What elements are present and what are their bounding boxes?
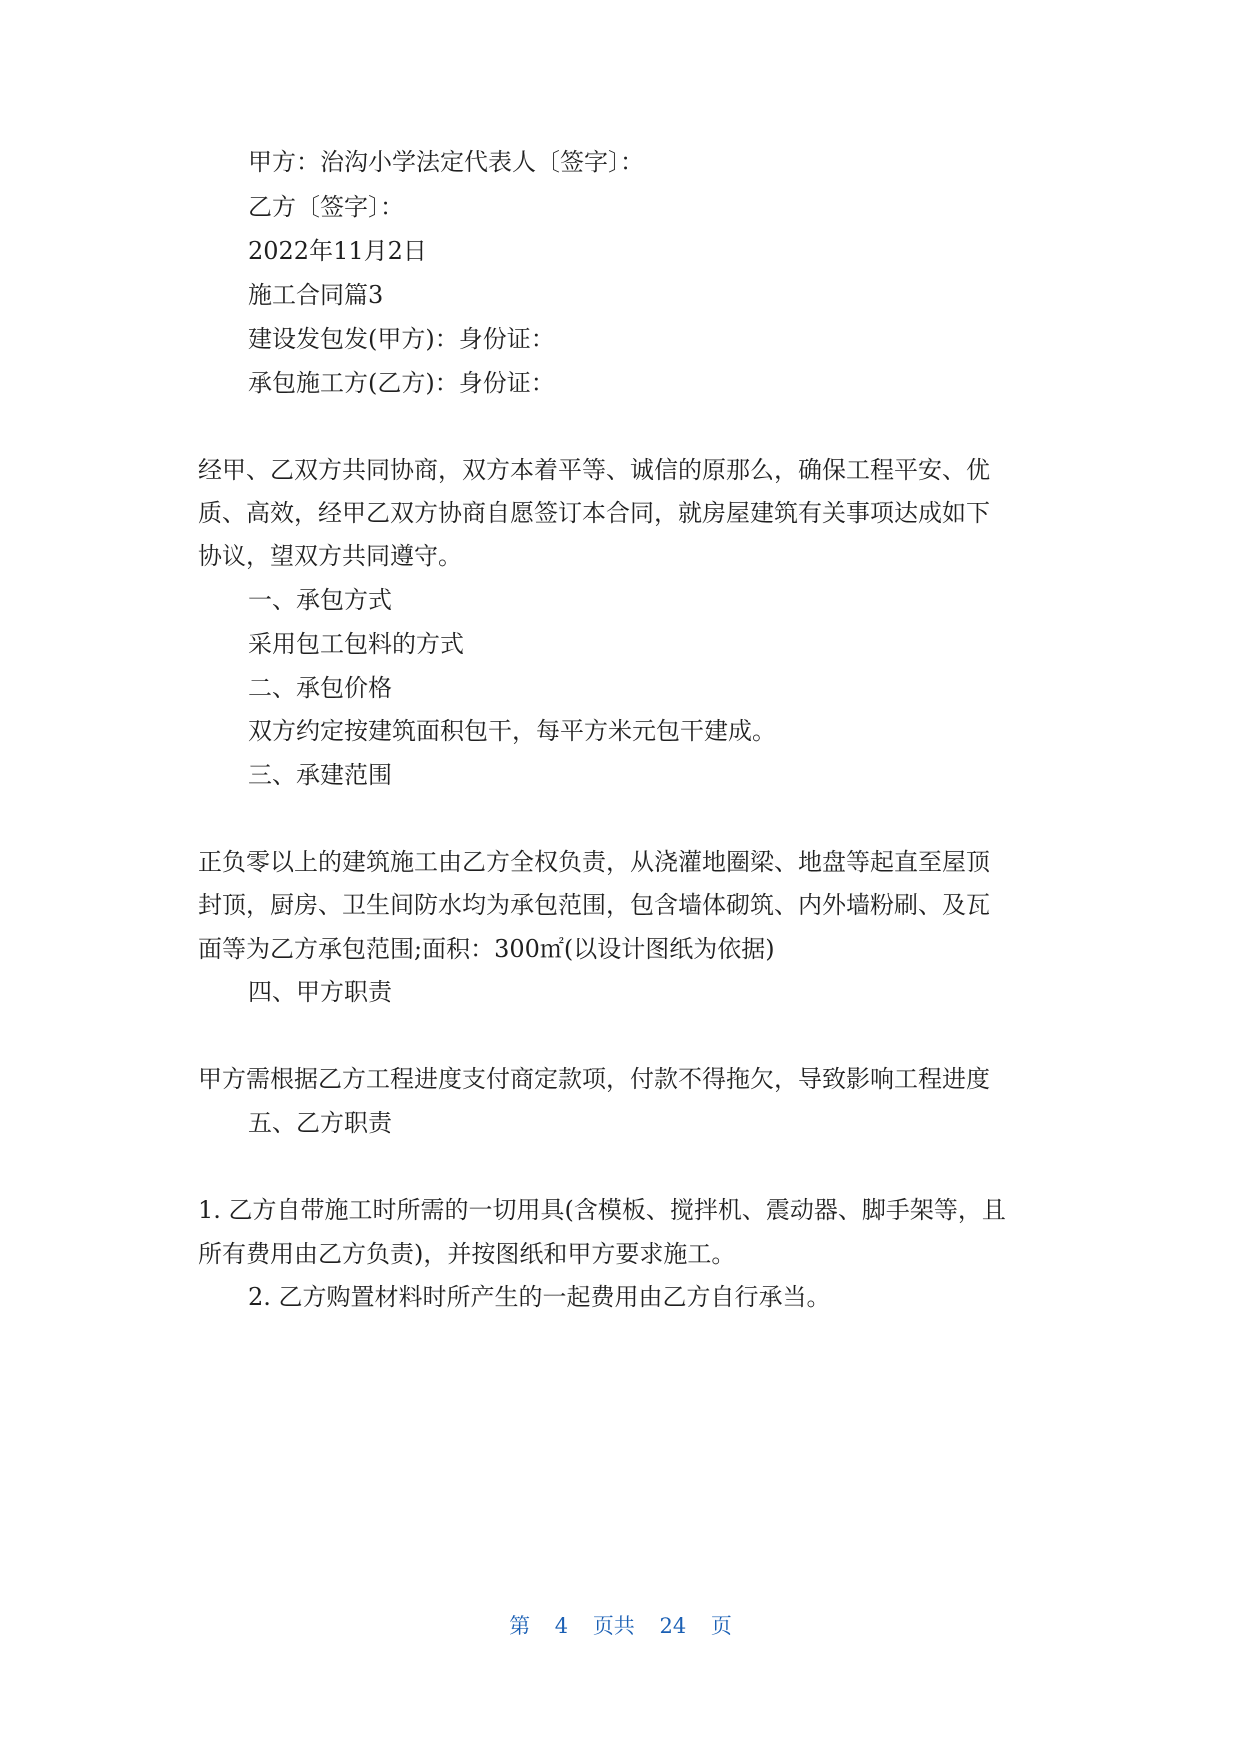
footer-word-di: 第: [509, 1614, 531, 1638]
section-1-heading: 一、承包方式: [248, 586, 392, 614]
footer-page-number: 4: [554, 1614, 569, 1638]
section-1-body: 采用包工包料的方式: [248, 630, 464, 658]
date-line: 2022年11月2日: [248, 237, 427, 265]
footer-word-ye: 页: [710, 1614, 732, 1638]
party-a-signature-line: 甲方：治沟小学法定代表人〔签字〕：: [248, 148, 644, 176]
section-5-item-2: 2. 乙方购置材料时所产生的一起费用由乙方自行承当。: [248, 1283, 831, 1311]
contract-heading: 施工合同篇3: [248, 281, 384, 309]
employer-line: 建设发包发(甲方)：身份证：: [248, 325, 555, 353]
section-3-body-line-2: 封顶，厨房、卫生间防水均为承包范围，包含墙体砌筑、内外墙粉刷、及瓦: [198, 891, 990, 919]
section-3-body-line-1: 正负零以上的建筑施工由乙方全权负责，从浇灌地圈梁、地盘等起直至屋顶: [198, 848, 990, 876]
preamble-line-3: 协议，望双方共同遵守。: [198, 542, 462, 570]
section-4-body: 甲方需根据乙方工程进度支付商定款项，付款不得拖欠，导致影响工程进度: [198, 1065, 990, 1093]
section-2-heading: 二、承包价格: [248, 674, 392, 702]
section-2-body: 双方约定按建筑面积包干，每平方米元包干建成。: [248, 717, 776, 745]
preamble-line-1: 经甲、乙双方共同协商，双方本着平等、诚信的原那么，确保工程平安、优: [198, 456, 990, 484]
section-5-item-1-line-1: 1. 乙方自带施工时所需的一切用具(含模板、搅拌机、震动器、脚手架等，且: [198, 1196, 1006, 1224]
party-b-signature-line: 乙方〔签字〕：: [248, 193, 404, 221]
footer-word-ye-gong: 页共: [592, 1614, 635, 1638]
contractor-line: 承包施工方(乙方)：身份证：: [248, 369, 555, 397]
section-5-heading: 五、乙方职责: [248, 1109, 392, 1137]
section-3-body-line-3: 面等为乙方承包范围;面积：300㎡(以设计图纸为依据): [198, 935, 775, 963]
page-footer: [0, 1612, 1241, 1640]
section-4-heading: 四、甲方职责: [248, 978, 392, 1006]
preamble-line-2: 质、高效，经甲乙双方协商自愿签订本合同，就房屋建筑有关事项达成如下: [198, 499, 990, 527]
footer-total-pages: 24: [659, 1614, 687, 1638]
section-3-heading: 三、承建范围: [248, 761, 392, 789]
section-5-item-1-line-2: 所有费用由乙方负责)，并按图纸和甲方要求施工。: [198, 1240, 736, 1268]
